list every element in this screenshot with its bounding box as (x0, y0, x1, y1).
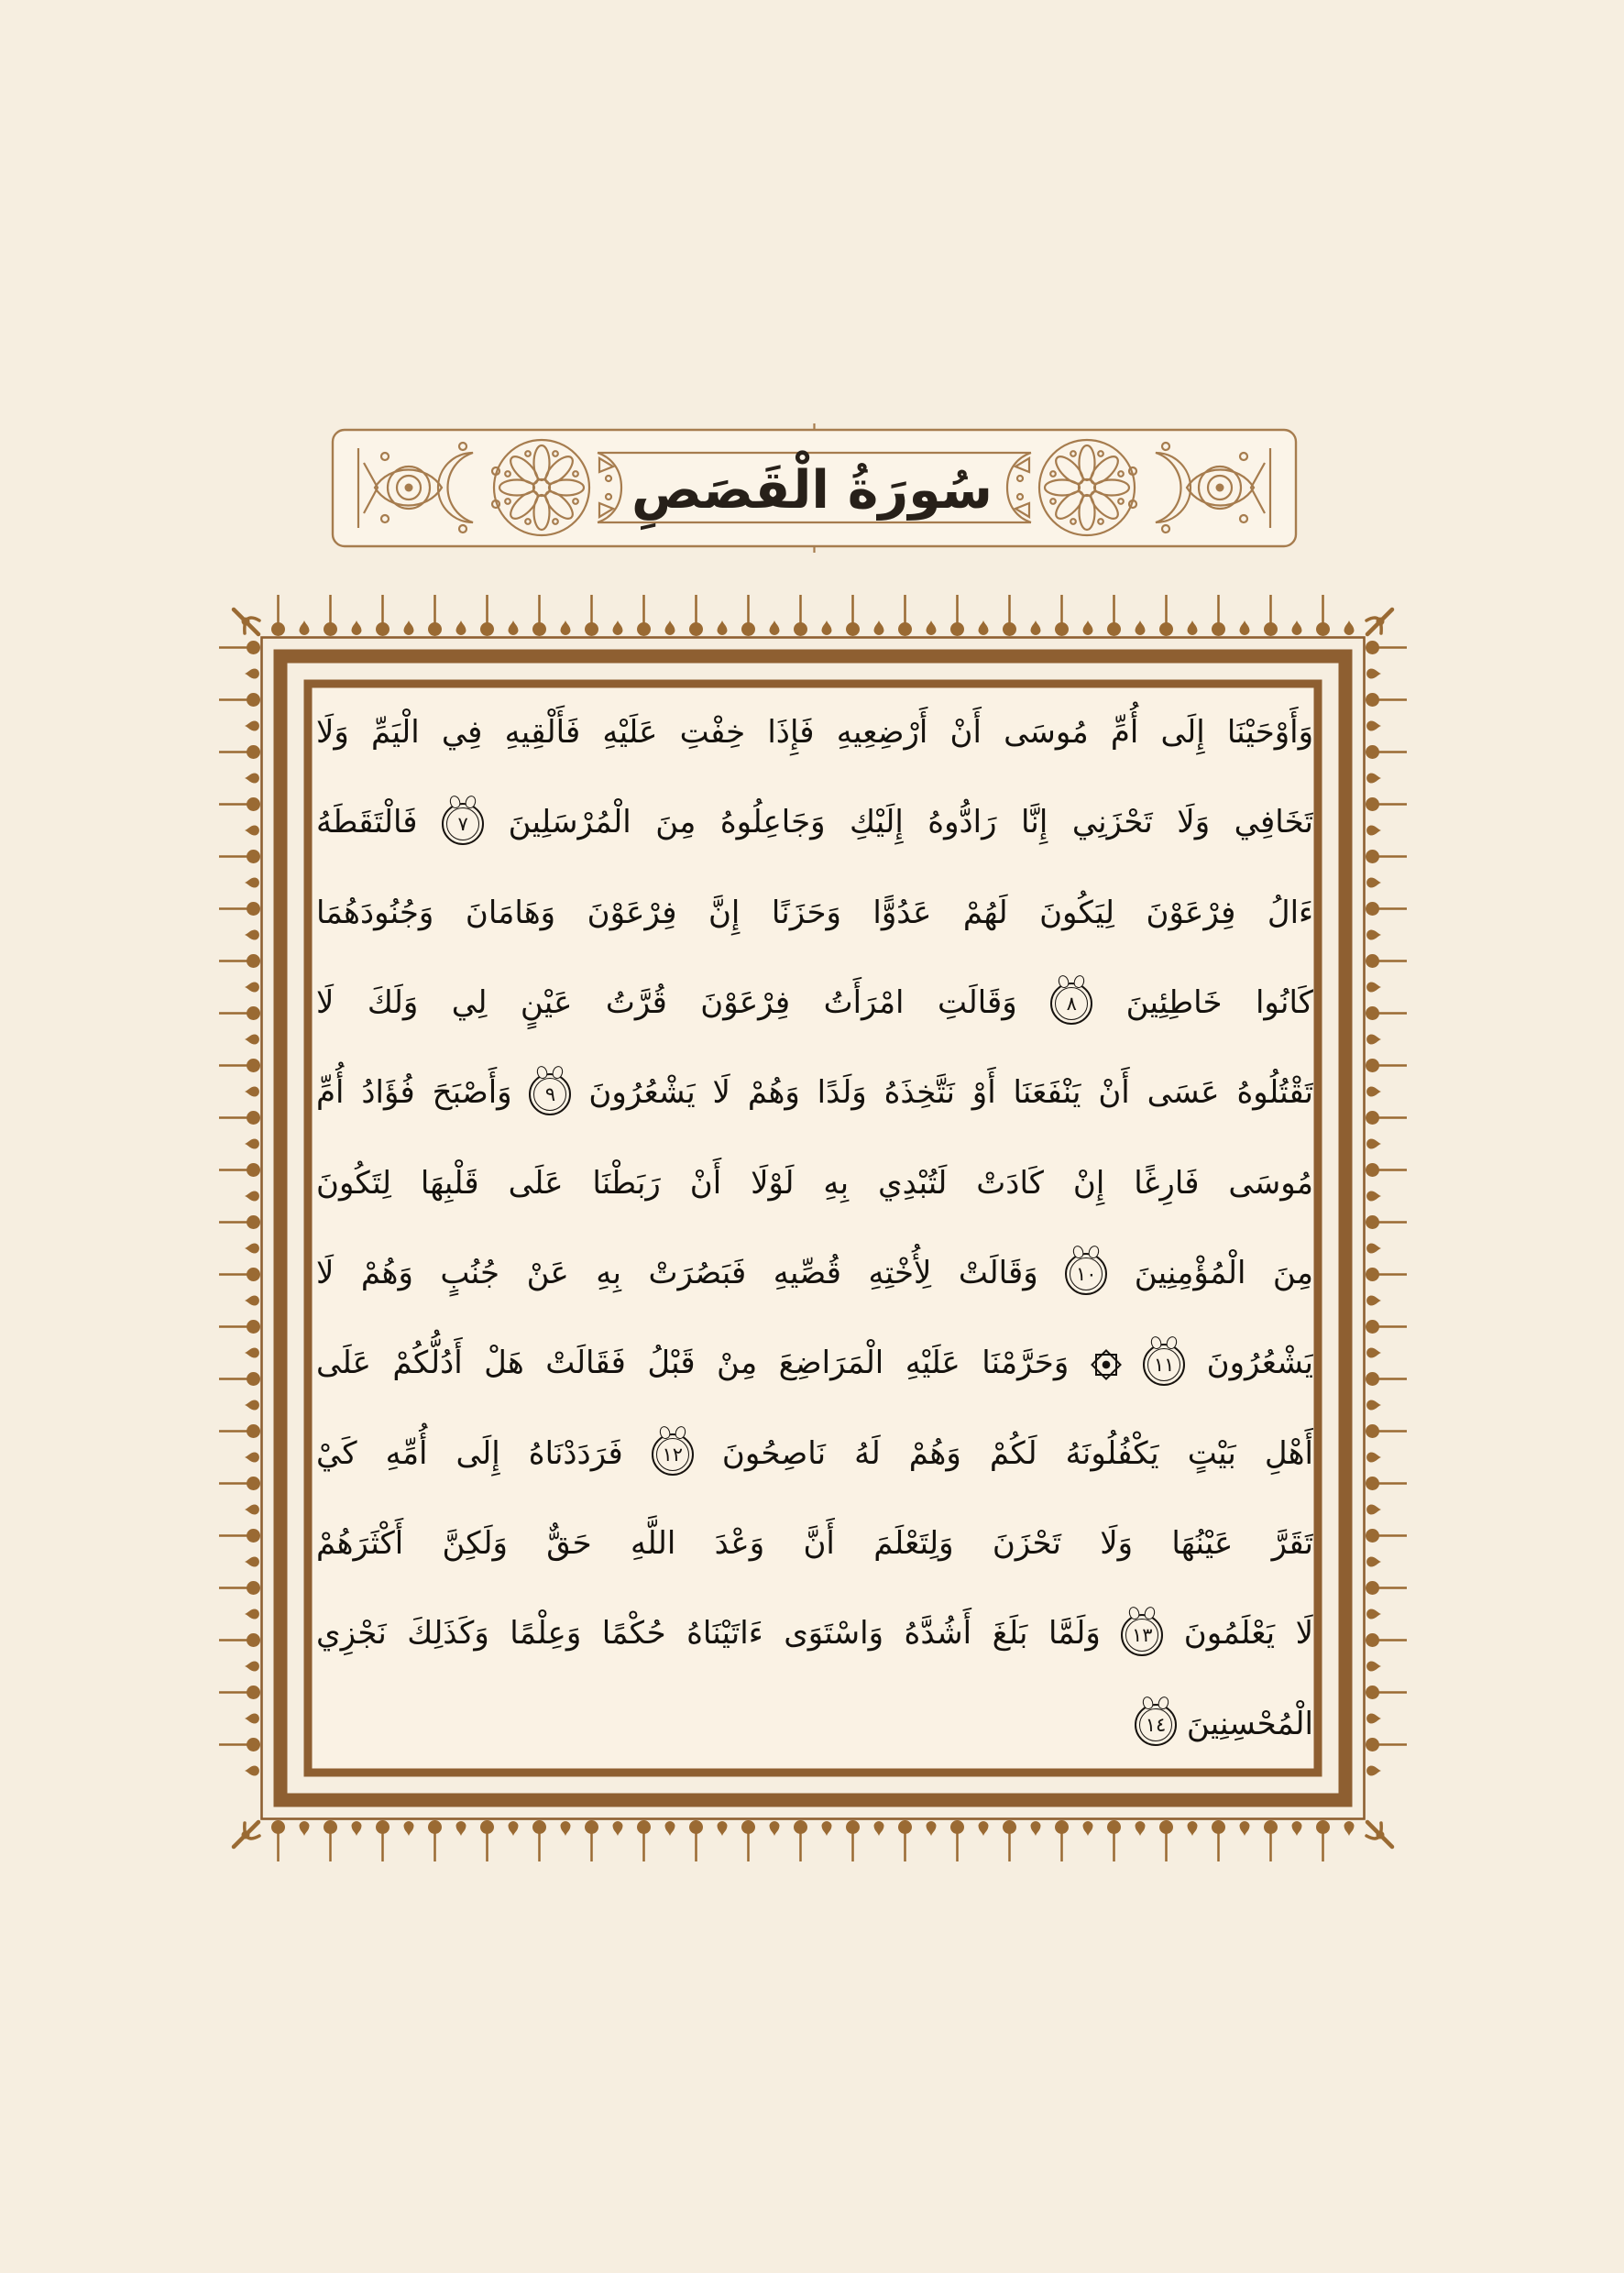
quran-line-11 (316, 1588, 1313, 1678)
verse-text: لَا يَعْلَمُونَ (1183, 1615, 1313, 1653)
ayah-number-medallion (1050, 983, 1092, 1025)
ayah-number: ١٠ (1075, 1263, 1097, 1286)
verse-text: كَانُوا خَاطِئِينَ (1125, 983, 1313, 1021)
verse-text: مُوسَى فَارِغًا إِنْ كَادَتْ لَتُبْدِي بِهِ لَوْلَا أَنْ رَبَطْنَا عَلَى قَلْبِهَا لِتَكُونَ (316, 1164, 1313, 1202)
verse-text: أَهْلِ بَيْتٍ يَكْفُلُونَهُ لَكُمْ وَهُمْ لَهُ نَاصِحُونَ (721, 1434, 1313, 1472)
verse-text: تَخَافِي وَلَا تَحْزَنِي إِنَّا رَادُّوهُ إِلَيْكِ وَجَاعِلُوهُ مِنَ الْمُرْسَلِينَ (508, 804, 1313, 841)
verse-text: تَقَرَّ عَيْنُهَا وَلَا تَحْزَنَ وَلِتَعْلَمَ أَنَّ وَعْدَ اللَّهِ حَقٌّ وَلَكِنَّ أَكْثَرَهُمْ (316, 1524, 1313, 1562)
medallion-petal-icon (658, 1425, 672, 1441)
medallion-petal-icon (1165, 1334, 1179, 1350)
medallion-petal-icon (552, 1064, 565, 1080)
ayah-number-medallion (1143, 1344, 1185, 1386)
quran-line-6 (316, 1138, 1313, 1228)
medallion-petal-icon (1141, 1696, 1155, 1711)
ayah-number-medallion (442, 803, 484, 845)
fringe-top (271, 595, 1355, 636)
medallion-petal-icon (1071, 1245, 1085, 1260)
verse-text: وَأَوْحَيْنَا إِلَى أُمِّ مُوسَى أَنْ أَرْضِعِيهِ فَإِذَا خِفْتِ عَلَيْهِ فَأَلْقِيهِ فِي الْيَمِّ وَلَا (316, 714, 1313, 751)
medallion-petal-icon (464, 794, 477, 809)
medallion-petal-icon (1143, 1605, 1157, 1620)
quran-line-1 (316, 687, 1313, 777)
ayah-number: ٩ (544, 1082, 556, 1105)
medallion-petal-icon (1149, 1334, 1163, 1350)
fringe-left (219, 641, 260, 1776)
verse-text: وَحَرَّمْنَا عَلَيْهِ الْمَرَاضِعَ مِنْ قَبْلُ فَقَالَتْ هَلْ أَدُلُّكُمْ عَلَى (316, 1345, 1070, 1382)
ayah-number-medallion (1065, 1253, 1107, 1295)
medallion-petal-icon (448, 794, 462, 809)
verse-text: الْمُحْسِنِينَ (1186, 1705, 1313, 1742)
medallion-petal-icon (536, 1064, 550, 1080)
medallion-petal-icon (1087, 1245, 1101, 1260)
quran-line-9 (316, 1409, 1313, 1499)
medallion-petal-icon (1057, 974, 1070, 990)
verse-text: مِنَ الْمُؤْمِنِينَ (1134, 1254, 1313, 1291)
ayah-number: ١٤ (1145, 1714, 1167, 1737)
fringe-bottom (271, 1820, 1355, 1861)
verse-text: فَالْتَقَطَهُ (316, 804, 418, 841)
ayah-number: ١١ (1153, 1353, 1175, 1376)
surah-title: سُورَةُ الْقَصَصِ (631, 460, 993, 521)
ayah-number: ٧ (457, 812, 468, 835)
quran-line-10 (316, 1499, 1313, 1588)
medallion-petal-icon (1072, 974, 1086, 990)
verse-text: تَقْتُلُوهُ عَسَى أَنْ يَنْفَعَنَا أَوْ نَتَّخِذَهُ وَلَدًا وَهُمْ لَا يَشْعُرُونَ (588, 1074, 1313, 1112)
verse-text: يَشْعُرُونَ (1206, 1345, 1313, 1382)
medallion-petal-icon (1127, 1605, 1141, 1620)
verse-text: وَأَصْبَحَ فُؤَادُ أُمِّ (316, 1074, 512, 1112)
quran-line-7 (316, 1228, 1313, 1318)
ayah-number: ١٢ (662, 1444, 684, 1466)
ayah-number-medallion (1121, 1614, 1163, 1656)
verse-text: وَقَالَتِ امْرَأَتُ فِرْعَوْنَ قُرَّتُ عَيْنٍ لِي وَلَكَ لَا (316, 983, 1017, 1021)
quran-text-block (316, 687, 1313, 1769)
ayah-number-medallion (529, 1073, 571, 1115)
fringe-right (1366, 641, 1407, 1776)
quran-line-3 (316, 868, 1313, 958)
quran-line-4 (316, 958, 1313, 1048)
ayah-number-medallion (1135, 1704, 1177, 1746)
ayah-number-medallion (652, 1433, 694, 1476)
verse-text: ءَالُ فِرْعَوْنَ لِيَكُونَ لَهُمْ عَدُوًّا وَحَزَنًا إِنَّ فِرْعَوْنَ وَهَامَانَ وَجُنُودَهُمَا (316, 894, 1313, 931)
medallion-petal-icon (1157, 1696, 1170, 1711)
quran-line-12 (316, 1679, 1313, 1769)
verse-text: وَقَالَتْ لِأُخْتِهِ قُصِّيهِ فَبَصُرَتْ بِهِ عَنْ جُنُبٍ وَهُمْ لَا (316, 1254, 1038, 1291)
ayah-number: ٨ (1066, 993, 1077, 1016)
verse-text: وَلَمَّا بَلَغَ أَشُدَّهُ وَاسْتَوَى ءَاتَيْنَاهُ حُكْمًا وَعِلْمًا وَكَذَلِكَ نَجْزِي (316, 1615, 1101, 1653)
verse-text: فَرَدَدْنَاهُ إِلَى أُمِّهِ كَيْ (316, 1434, 623, 1472)
quran-line-5 (316, 1048, 1313, 1137)
ayah-number: ١٣ (1131, 1623, 1153, 1646)
medallion-petal-icon (674, 1425, 687, 1441)
quran-line-2 (316, 777, 1313, 867)
rub-el-hizb-icon (1091, 1349, 1122, 1380)
quran-line-8 (316, 1318, 1313, 1408)
